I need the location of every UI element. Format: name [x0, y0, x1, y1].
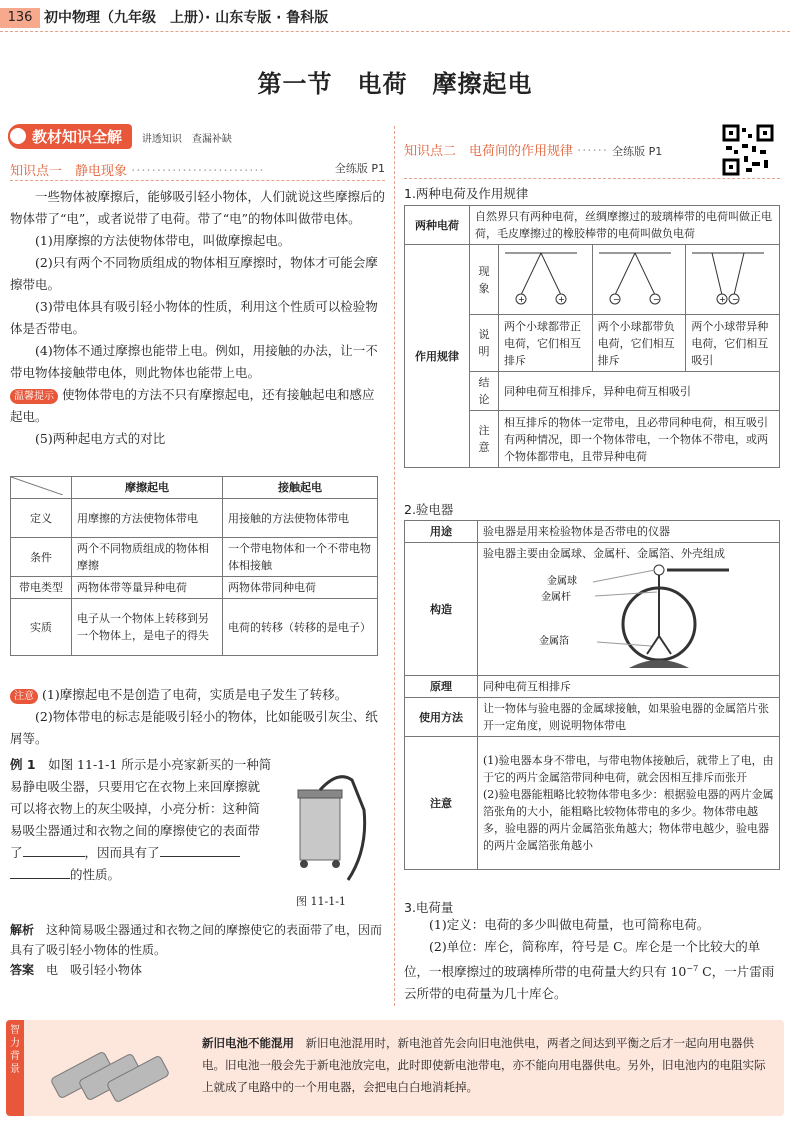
- kp2-header: [404, 140, 714, 159]
- section-icon: [8, 126, 28, 146]
- table-cell: 实质: [11, 599, 72, 656]
- sub3-title: 3.电荷量: [404, 900, 454, 915]
- left-para-3: (3)带电体具有吸引轻小物体的性质，利用这个性质可以检验物体是否带电。: [10, 299, 378, 336]
- section-label: 教材知识全解: [8, 124, 132, 149]
- example-block: [10, 754, 272, 886]
- note-item-0: [10, 684, 386, 706]
- row-label: 注意: [405, 737, 478, 870]
- figure-caption: 图 11-1-1: [296, 895, 346, 908]
- svg-text:+: +: [518, 295, 525, 304]
- table-cell: 两物体带同种电荷: [223, 577, 378, 599]
- note-text-0: (1)摩擦起电不是创造了电荷，实质是电子发生了转移。: [41, 687, 348, 702]
- table-cell: 两个小球都带正电荷，它们相互排斥: [499, 315, 593, 372]
- example-text: 如图 11-1-1 所示是小亮家新买的一种简易静电吸尘器，只要用它在衣物上来回摩擦就可以将衣物上的灰尘吸掉，小亮分析：这种简易吸尘器通过和衣物之间的摩擦使它的表面带了: [10, 757, 272, 860]
- kp1-ref: 全练版 P1: [334, 162, 385, 175]
- book-title: 初中物理（九年级 上册）· 山东专版 · 鲁科版: [44, 10, 329, 26]
- table-cell: 用摩擦的方法使物体带电: [72, 499, 223, 538]
- table-cell: 同种电荷互相排斥: [478, 676, 780, 698]
- table-cell: 条件: [11, 538, 72, 577]
- vacuum-cleaner-figure: [278, 770, 378, 888]
- table-cell: 两个不同物质组成的物体相摩擦: [72, 538, 223, 577]
- pendulum-repel-positive: [499, 245, 583, 309]
- side-label: 智力背景: [6, 1020, 24, 1116]
- part-label-ball: 金属球: [547, 576, 577, 587]
- table-row: [11, 538, 378, 577]
- table-cell: 一个带电物体和一个不带电物体相接触: [223, 538, 378, 577]
- left-para-1: (1)用摩擦的方法使物体带电，叫做摩擦起电。: [35, 233, 291, 248]
- charge-unit-exp: −7: [686, 964, 699, 973]
- sub2-title: 2.验电器: [404, 502, 454, 517]
- table-cell: 电荷的转移（转移的是电子）: [223, 599, 378, 656]
- page-number: 136: [0, 8, 40, 28]
- table-cell: 验电器是用来检验物体是否带电的仪器: [478, 521, 780, 543]
- table-row: [11, 577, 378, 599]
- note-1: (1)验电器本身不带电，与带电物体接触后，就带上了电，由于它的两片金属箔带同种电荷，就会因相互排斥而张开: [483, 754, 774, 784]
- table-cell: 定义: [11, 499, 72, 538]
- table-row: [405, 521, 780, 543]
- answer-text: 电 吸引轻小物体: [46, 963, 143, 977]
- qr-code-icon[interactable]: [722, 124, 774, 176]
- charge-unit-b: C，一片雷雨云所带的电荷量为几十库仑。: [404, 964, 775, 1002]
- electroscope-table: [404, 520, 780, 870]
- table-row: [11, 599, 378, 656]
- header-rule: [0, 31, 790, 32]
- part-label-foil: 金属箔: [539, 636, 569, 647]
- batteries-icon: [46, 1030, 186, 1108]
- phenomenon-cell-1: [499, 245, 593, 315]
- svg-text:−: −: [612, 295, 620, 304]
- page-header: [0, 0, 790, 40]
- phenomenon-cell-2: [592, 245, 686, 315]
- note-label: 注意: [470, 411, 499, 468]
- table-cell: 两个小球都带负电荷，它们相互排斥: [592, 315, 686, 372]
- charge-unit-a: (2)单位：库仑，简称库，符号是 C。库仑是一个比较大的单位，一根摩擦过的玻璃棒所带的电荷量大约只有 10: [404, 939, 761, 980]
- svg-text:+: +: [719, 295, 727, 304]
- blank-2: [160, 856, 240, 857]
- table-corner: [11, 477, 72, 499]
- analysis-block: [10, 920, 386, 980]
- charge-block: [404, 914, 780, 1005]
- compare-title: (5)两种起电方式的对比: [35, 431, 166, 446]
- table-cell: 两个小球带异种电荷，它们相互吸引: [686, 315, 780, 372]
- structure-text: 验电器主要由金属球、金属杆、金属箔、外壳组成: [483, 547, 725, 560]
- left-para-0: 一些物体被摩擦后，能够吸引轻小物体，人们就说这些摩擦后的物体带了“电”，或者说带了电荷。带了“电”的物体叫做带电体。: [10, 189, 386, 226]
- blank-3: [10, 878, 70, 879]
- kp1-body: [10, 186, 386, 450]
- row-label: 使用方法: [405, 698, 478, 737]
- row-label: 构造: [405, 543, 478, 676]
- svg-text:−: −: [732, 295, 740, 304]
- kp2-rule: [404, 178, 780, 179]
- pendulum-repel-negative: [593, 245, 677, 309]
- answer-label: 答案: [10, 963, 35, 977]
- kp1-dots: ··························: [131, 164, 265, 179]
- background-body: 新旧电池混用时，新电池首先会向旧电池供电，两者之间达到平衡之后才一起向用电器供电。旧电池一般会先于新电池放完电，此时即使新电池带电，亦不能向用电器供电。另外，旧电池内的电阻实际上就成了电路中的一个用电器，会把电白白地消耗掉。: [202, 1036, 766, 1094]
- background-box: [6, 1020, 784, 1116]
- analysis-label: 解析: [10, 923, 35, 937]
- compare-table: [10, 476, 378, 656]
- kp2-title: 知识点二 电荷间的作用规律: [404, 144, 574, 159]
- example-end: 的性质。: [70, 867, 121, 882]
- part-label-rod: 金属杆: [541, 592, 571, 603]
- table-cell: [478, 737, 780, 870]
- left-para-2: (2)只有两个不同物质组成的物体相互摩擦时，物体才可能会摩擦带电。: [10, 255, 378, 292]
- note-item-1: (2)物体带电的标志是能吸引轻小的物体，比如能吸引灰尘、纸屑等。: [10, 709, 378, 746]
- table-cell: 两物体带等量异种电荷: [72, 577, 223, 599]
- warm-tip-text: 使物体带电的方法不只有摩擦起电，还有接触起电和感应起电。: [10, 387, 375, 424]
- charge-unit: [404, 936, 780, 1005]
- diagonal-line: [11, 477, 63, 495]
- charge-def: (1)定义：电荷的多少叫做电荷量，也可简称电荷。: [429, 917, 710, 932]
- table-row: [11, 499, 378, 538]
- table-header: 摩擦起电: [72, 477, 223, 499]
- table-cell: 电子从一个物体上转移到另一个物体上，是电子的得失: [72, 599, 223, 656]
- blank-1: [23, 856, 85, 857]
- table-row: [405, 676, 780, 698]
- table-row: [405, 543, 780, 676]
- table-cell: 带电类型: [11, 577, 72, 599]
- table-row: [405, 698, 780, 737]
- table-cell: 用接触的方法使物体带电: [223, 499, 378, 538]
- pendulum-attract: [686, 245, 770, 309]
- table-cell: 同种电荷互相排斥，异种电荷互相吸引: [499, 372, 780, 411]
- column-divider: [394, 126, 395, 1006]
- svg-text:−: −: [652, 295, 660, 304]
- section-banner: [8, 124, 232, 148]
- warm-tip: [10, 384, 386, 428]
- row-label: 两种电荷: [405, 206, 470, 245]
- table-row: [11, 477, 378, 499]
- left-para-4: (4)物体不通过摩擦也能带上电。例如，用接触的办法，让一不带电物体接触带电体，则此物体也能带上电。: [10, 343, 378, 380]
- background-text: [202, 1032, 772, 1098]
- note-badge: 注意: [10, 689, 38, 704]
- section-sub: 讲透知识 查漏补缺: [141, 134, 232, 145]
- kp1-header: [10, 160, 385, 179]
- analysis-text: 这种简易吸尘器通过和衣物之间的摩擦使它的表面带了电，因而具有了吸引轻小物体的性质。: [10, 923, 383, 957]
- note-2: (2)验电器能粗略比较物体带电多少：根据验电器的两片金属箔张角的大小，能粗略比较物体带电的多少。物体带电越多，验电器的两片金属箔张角越大；物体带电越少，验电器的两片金属箔张角越小: [483, 788, 774, 852]
- kp1-rule: [10, 180, 385, 181]
- row-label: 作用规律: [405, 245, 470, 468]
- table-cell: 相互排斥的物体一定带电，且必带同种电荷，相互吸引有两种情况，即一个物体带电，一个物体不带电，或两个物体都带电，且带异种电荷: [499, 411, 780, 468]
- table-cell: 让一物体与验电器的金属球接触，如果验电器的金属箔片张开一定角度，则说明物体带电: [478, 698, 780, 737]
- svg-text:+: +: [558, 295, 565, 304]
- table-cell: 自然界只有两种电荷，丝绸摩擦过的玻璃棒带的电荷叫做正电荷，毛皮摩擦过的橡胶棒带的电荷叫做负电荷: [470, 206, 780, 245]
- warm-tip-badge: 温馨提示: [10, 389, 58, 404]
- kp2-dots: ······: [577, 144, 608, 159]
- conclusion-label: 结论: [470, 372, 499, 411]
- phenomenon-cell-3: [686, 245, 780, 315]
- kp2-ref: 全练版 P1: [612, 145, 663, 158]
- kp1-title: 知识点一 静电现象: [10, 164, 128, 179]
- page-title: 第一节 电荷 摩擦起电: [257, 70, 533, 98]
- example-mid: ，因而具有了: [84, 845, 160, 860]
- structure-cell: [478, 543, 780, 676]
- table-row: [405, 245, 780, 315]
- table-row: [405, 737, 780, 870]
- row-label: 原理: [405, 676, 478, 698]
- table-header: 接触起电: [223, 477, 378, 499]
- row-label: 用途: [405, 521, 478, 543]
- table-row: [405, 206, 780, 245]
- electroscope-figure: [533, 562, 733, 670]
- sub1-title: 1.两种电荷及作用规律: [404, 186, 529, 201]
- phenomenon-label: 现象: [470, 245, 499, 315]
- background-title: 新旧电池不能混用: [202, 1036, 294, 1050]
- rule-table: [404, 205, 780, 468]
- explain-label: 说明: [470, 315, 499, 372]
- note-block: [10, 684, 386, 750]
- example-label: 例 1: [10, 757, 36, 772]
